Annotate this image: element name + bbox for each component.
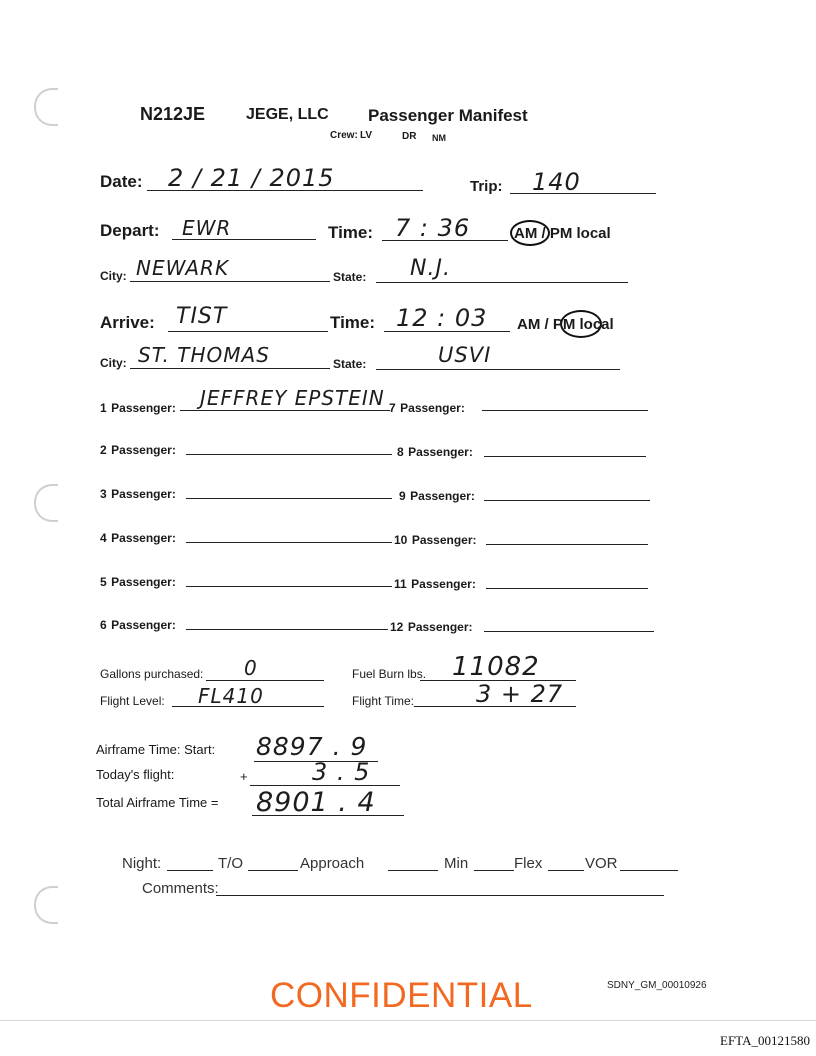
punch-hole-middle [34,484,58,522]
tail-number: N212JE [140,104,206,124]
passenger-row [100,573,176,591]
page-edge-line [0,1020,816,1021]
crew-dr: DR [402,131,417,142]
punch-hole-bottom [34,886,58,924]
passenger-row [390,618,473,636]
passenger-label: Passenger: [411,577,476,591]
passenger-num: 5 [100,575,107,589]
today-flight-value[interactable]: 3 . 5 [312,758,371,786]
date-value[interactable]: 2 / 21 / 2015 [168,164,335,192]
vor-label: VOR [585,855,618,872]
passenger-num: 11 [394,577,407,591]
passenger-label: Passenger: [111,443,176,457]
flex-line [548,870,584,871]
arrive-label: Arrive: [100,313,155,332]
comments-label: Comments: [142,880,219,897]
passenger-row [100,485,176,503]
passenger-line [186,629,388,630]
arrive-ampm-label: AM / PM local [517,316,614,333]
passenger-row [394,531,477,549]
depart-state-line [376,282,628,283]
airframe-start-label: Airframe Time: Start: [96,742,216,757]
passenger-line [482,410,648,411]
bates-number: SDNY_GM_00010926 [607,980,707,991]
crew-nm: NM [432,133,446,143]
arrive-line [168,331,328,332]
crew-lv: LV [360,130,373,141]
company-name: JEGE, LLC [246,106,329,123]
passenger-label: Passenger: [111,575,176,589]
passenger-line [186,454,392,455]
depart-state-label: State: [333,270,367,284]
depart-city-value[interactable]: NEWARK [136,256,230,280]
vor-line [620,870,678,871]
passenger-num: 8 [397,445,404,459]
approach-label: Approach [300,855,365,872]
passenger-row [100,616,176,634]
passenger-num: 2 [100,443,107,457]
trip-label: Trip: [470,178,503,195]
passenger-line [186,586,392,587]
arrive-city-line [130,368,330,369]
efta-number: EFTA_00121580 [720,1033,810,1048]
depart-state-value[interactable]: N.J. [410,256,451,281]
passenger-label: Passenger: [411,533,477,547]
total-airframe-label: Total Airframe Time = [96,795,219,810]
gallons-line [206,680,324,681]
passenger-num: 3 [100,487,107,501]
page-title: Passenger Manifest [368,106,528,125]
approach-line [388,870,438,871]
passenger-row [397,443,473,461]
passenger-row [389,399,465,417]
passenger-line [486,588,648,589]
flight-level-label: Flight Level: [100,694,165,708]
depart-ampm-label: AM / PM local [514,225,611,242]
passenger-row [394,575,476,593]
passenger-row [100,441,176,459]
arrive-value[interactable]: TIST [176,304,228,329]
gallons-value[interactable]: 0 [244,656,258,680]
passenger-label: Passenger: [111,487,176,501]
arrive-state-label: State: [333,357,367,371]
passenger-label: Passenger: [407,620,473,634]
passenger-num: 10 [394,533,408,547]
arrive-time-label: Time: [330,313,376,332]
punch-hole-top [34,88,58,126]
arrive-time-value[interactable]: 12 : 03 [396,304,488,332]
today-flight-label: Today's flight: [96,767,175,782]
night-line [167,870,213,871]
passenger-num: 6 [100,618,107,632]
total-airframe-value[interactable]: 8901 . 4 [256,787,376,818]
arrive-city-label: City: [100,356,127,370]
flex-label: Flex [514,855,543,872]
passenger-label: Passenger: [400,401,465,415]
passenger-label: Passenger: [111,618,176,632]
passenger-label: Passenger: [111,531,176,545]
depart-value[interactable]: EWR [182,216,232,240]
passenger-line [484,500,650,501]
depart-city-label: City: [100,269,127,283]
crew-label: Crew: [330,130,358,141]
passenger-line [186,542,392,543]
flight-time-value[interactable]: 3 + 27 [476,680,564,708]
comments-line[interactable] [216,895,664,896]
passenger-label: Passenger: [410,489,475,503]
min-line [474,870,514,871]
depart-city-line [130,281,330,282]
passenger-line [484,456,646,457]
arrive-state-value[interactable]: USVI [438,343,492,367]
passenger-line [486,544,648,545]
fuel-burn-label: Fuel Burn lbs. [352,667,427,681]
passenger-line [180,410,390,411]
passenger-row [100,399,176,417]
arrive-city-value[interactable]: ST. THOMAS [138,343,270,367]
passenger-label: Passenger: [408,445,473,459]
to-line [248,870,298,871]
night-label: Night: [122,855,162,872]
min-label: Min [444,855,469,872]
passenger-value[interactable]: JEFFREY EPSTEIN [200,386,385,410]
passenger-row [100,529,176,547]
depart-time-value[interactable]: 7 : 36 [395,214,471,242]
trip-value[interactable]: 140 [532,168,581,196]
today-flight-plus: + [240,769,248,784]
passenger-num: 1 [100,401,107,415]
passenger-line [186,498,392,499]
gallons-label: Gallons purchased: [100,667,204,681]
confidential-stamp: CONFIDENTIAL [270,976,533,1015]
passenger-row [399,487,475,505]
depart-label: Depart: [100,221,160,240]
date-label: Date: [100,172,143,191]
passenger-num: 9 [399,489,406,503]
passenger-label: Passenger: [111,401,176,415]
passenger-line [484,631,654,632]
fuel-burn-value[interactable]: 11082 [452,652,540,682]
passenger-num: 4 [100,531,107,545]
flight-time-label: Flight Time: [352,694,415,708]
flight-level-value[interactable]: FL410 [198,684,264,708]
airframe-start-value[interactable]: 8897 . 9 [256,732,368,761]
depart-time-label: Time: [328,223,374,242]
passenger-num: 7 [389,401,396,415]
to-label: T/O [218,855,243,872]
arrive-state-line [376,369,620,370]
passenger-num: 12 [390,620,404,634]
